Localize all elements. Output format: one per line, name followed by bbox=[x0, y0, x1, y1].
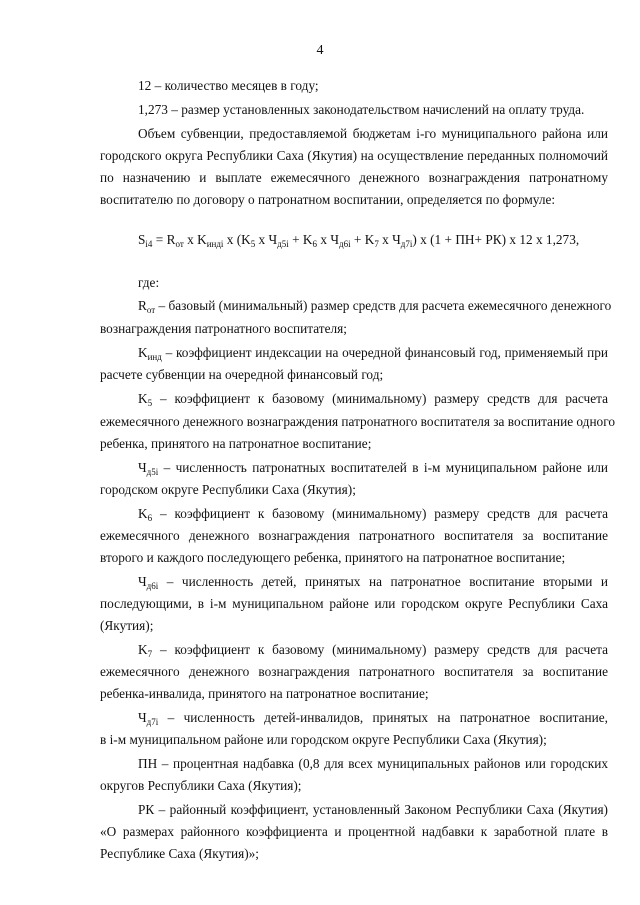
definition-line bbox=[138, 460, 608, 476]
formula bbox=[138, 232, 579, 248]
symbol: K bbox=[138, 642, 148, 657]
text-line: воспитателю по договору о патронатном воспитании, определяется по формуле: bbox=[100, 192, 556, 207]
formula-part: = R bbox=[152, 232, 176, 247]
text-line: ребенка-инвалида, принятого на патронатное воспитание; bbox=[100, 686, 429, 701]
text-line: последующими, в i-м муниципальном районе или городском округе Республики Саха bbox=[100, 596, 608, 611]
symbol: Ч bbox=[138, 460, 147, 475]
symbol-sub: 7 bbox=[147, 649, 153, 659]
page-number: 4 bbox=[316, 43, 324, 58]
formula-part: x K bbox=[183, 232, 207, 247]
definition-text: – базовый (минимальный) размер средств для расчета ежемесячного денежного bbox=[155, 298, 612, 313]
definition-text: – численность детей-инвалидов, принятых на патронатное воспитание, bbox=[158, 710, 608, 725]
text-line: где: bbox=[138, 275, 160, 290]
text-line: городском округе Республики Саха (Якутия); bbox=[100, 482, 356, 497]
text-line: расчете субвенции на очередной финансовый год; bbox=[100, 367, 384, 382]
definition-text: – коэффициент к базовому (минимальному) размеру средств для расчета bbox=[152, 642, 608, 657]
definition-line bbox=[138, 345, 608, 361]
symbol-sub: д6i bbox=[146, 581, 159, 591]
symbol: K bbox=[138, 345, 148, 360]
text-line: (Якутия); bbox=[100, 618, 154, 633]
text-line: «О размерах районного коэффициента и процентной надбавки к заработной плате в bbox=[100, 824, 608, 839]
formula-part: ) x (1 + ПН+ РК) x 12 x 1,273, bbox=[412, 232, 580, 247]
text-line: Объем субвенции, предоставляемой бюджетам i-го муниципального района или bbox=[138, 126, 608, 141]
formula-part: S bbox=[138, 232, 146, 247]
definition-text: – численность детей, принятых на патронатное воспитание вторыми и bbox=[158, 574, 608, 589]
definition-line bbox=[138, 574, 608, 590]
text-line: в i-м муниципальном районе или городском округе Республики Саха (Якутия); bbox=[100, 732, 547, 747]
formula-part: + K bbox=[288, 232, 313, 247]
formula-part: x (K bbox=[223, 232, 251, 247]
definition-line bbox=[138, 298, 612, 315]
text-line: второго и каждого последующего ребенка, принятого на патронатное воспитание; bbox=[100, 550, 566, 565]
text-line: ребенка, принятого на патронатное воспитание; bbox=[100, 436, 372, 451]
symbol: R bbox=[138, 298, 147, 313]
symbol-sub: д7i bbox=[146, 717, 159, 727]
symbol-sub: инд bbox=[147, 352, 162, 362]
text-line: городского округа Республики Саха (Якутия) на осуществление переданных полномочий bbox=[100, 148, 608, 163]
definition-line bbox=[138, 506, 608, 522]
formula-part: x Ч bbox=[317, 232, 339, 247]
text-line: по назначению и выплате ежемесячного денежного вознаграждения патронатному bbox=[100, 170, 608, 185]
text-line: Республике Саха (Якутия)»; bbox=[100, 846, 259, 861]
text-line: 12 – количество месяцев в году; bbox=[138, 78, 319, 93]
symbol-sub: 5 bbox=[147, 398, 153, 408]
formula-sub: 7 bbox=[374, 239, 379, 249]
text-line: 1,273 – размер установленных законодательством начислений на оплату труда. bbox=[138, 102, 585, 117]
definition-text: – численность патронатных воспитателей в i-м муниципальном районе или bbox=[158, 460, 608, 475]
symbol-sub: 6 bbox=[147, 513, 153, 523]
formula-sub: 5 bbox=[250, 239, 256, 249]
formula-sub: i4 bbox=[145, 239, 153, 249]
definition-line bbox=[138, 642, 608, 658]
text-line: ежемесячного денежного вознаграждения патронатного воспитателя за воспитание bbox=[100, 528, 608, 543]
symbol: Ч bbox=[138, 574, 147, 589]
formula-sub: 6 bbox=[312, 239, 318, 249]
formula-sub: д6i bbox=[338, 239, 351, 249]
formula-sub: д5i bbox=[277, 239, 289, 249]
formula-part: x Ч bbox=[255, 232, 278, 247]
formula-part: + K bbox=[350, 232, 375, 247]
formula-part: x Ч bbox=[378, 232, 401, 247]
symbol: K bbox=[138, 506, 148, 521]
text-line: вознаграждения патронатного воспитателя; bbox=[100, 321, 347, 336]
definition-text: – коэффициент к базовому (минимальному) размеру средств для расчета bbox=[152, 506, 608, 521]
symbol: Ч bbox=[138, 710, 147, 725]
formula-sub: д7i bbox=[400, 239, 413, 249]
text-line: ежемесячного денежного вознаграждения патронатного воспитателя за воспитание bbox=[100, 664, 608, 679]
text-line: округов Республики Саха (Якутия); bbox=[100, 778, 302, 793]
formula-sub: индi bbox=[206, 239, 224, 249]
symbol: K bbox=[138, 391, 148, 406]
formula-sub: от bbox=[175, 239, 184, 249]
definition-line bbox=[138, 710, 608, 726]
symbol-sub: от bbox=[146, 305, 156, 315]
definition-text: – коэффициент индексации на очередной финансовый год, применяемый при bbox=[161, 345, 608, 360]
symbol-sub: д5i bbox=[146, 467, 159, 477]
definition-line bbox=[138, 391, 608, 407]
text-line: ежемесячного денежного вознаграждения патронатного воспитателя за воспитание одного bbox=[100, 414, 615, 429]
text-line: РК – районный коэффициент, установленный Законом Республики Саха (Якутия) bbox=[138, 802, 608, 817]
text-line: ПН – процентная надбавка (0,8 для всех муниципальных районов или городских bbox=[138, 756, 608, 771]
definition-text: – коэффициент к базовому (минимальному) размеру средств для расчета bbox=[152, 391, 608, 406]
